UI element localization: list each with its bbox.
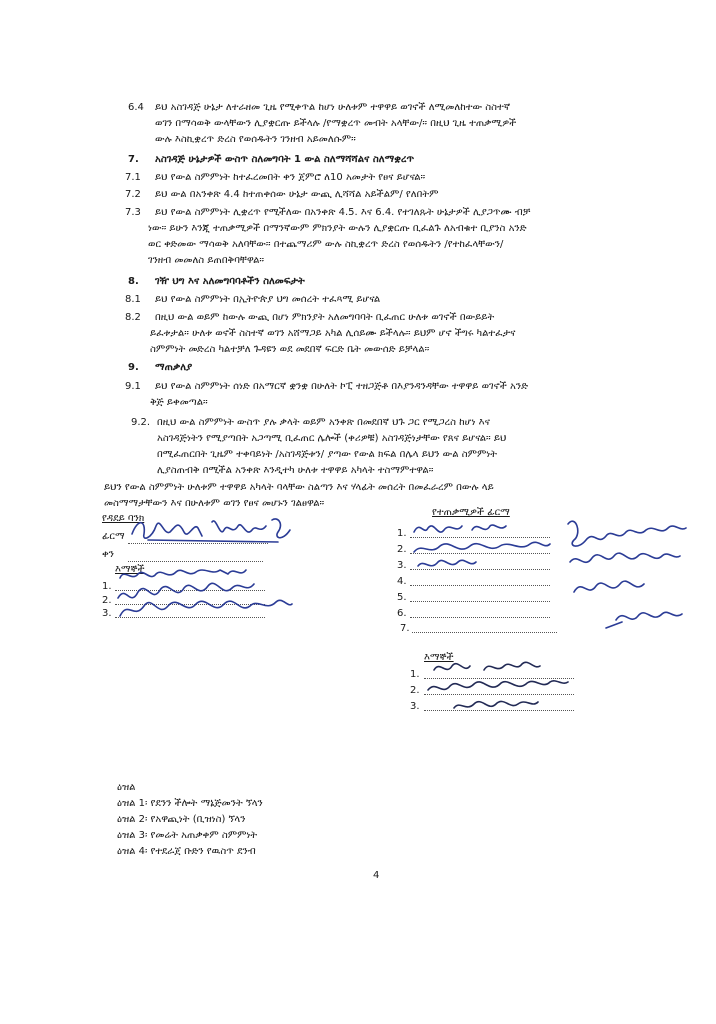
bank-date-label: ቀን: [102, 549, 114, 560]
users-witness-signatures: [424, 656, 584, 714]
clause-6-4-line-1: ይህ አስገዳጅ ሁኔታ ለተራዘመ ጊዜ የሚቀጥል ከሆነ ሁለቱም ተዋዋይ ወገኖች ለሚመለከተው ስስተኛ: [155, 102, 511, 113]
bank-witness-title: እማኞች: [115, 564, 145, 575]
clause-7-3-line-4: ገንዘብ መመለስ ይጠበቅባቸዋል።: [148, 255, 265, 266]
clause-9-2-line-3: በሚፈጠርበት ጊዜም ተቀባይነት /አስገዳጅቱን/ ያጣው የውል ክፍል በሌላ ይህን ውል ስምምነት: [157, 449, 498, 460]
user-sig-2-num: 2.: [397, 544, 407, 555]
bank-witness-2-num: 2.: [102, 595, 112, 606]
clause-7-2-text: ይህ ውል በአንቀጽ 4.4 ከተጠቀሰው ሁኔታ ውጪ ሊሻሻል አይችልም/ የለበትም: [155, 189, 439, 200]
bank-sign-label: ፊርማ: [102, 531, 125, 542]
user-sig-7-num: 7.: [400, 623, 410, 634]
closing-line-2: መስማማታቸውን እና በሁለቱም ወገን የፀና መሆኑን ገልፀዋል።: [104, 498, 325, 509]
users-witness-title: እማኞች: [424, 652, 454, 663]
clause-9-1-line-1: ይህ የውል ስምምነት ሰነድ በአማርኛ ቋንቋ በሁለት ኮፒ ተዘጋጅቶ በእያንዳንዳቸው ተዋዋይ ወገኖች አንድ: [155, 381, 529, 392]
clause-6-4-line-2: ወገን በማሳወቅ ውላቸውን ሊያቋርጡ ይችላሉ /የማቋረጥ መብት አላቸው/። በዚህ ጊዜ ተጠቃሚዎች: [155, 118, 517, 129]
clause-7-2-number: 7.2: [125, 189, 141, 200]
user-sig-1-num: 1.: [397, 528, 407, 539]
clause-7-3-line-1: ይህ የውል ስምምነት ሊቋረጥ የሚችለው በአንቀጽ 4.5. እና 6.4. የተገለጹት ሁኔታዎች ሊያጋጥሙ ብቻ: [155, 207, 531, 218]
bank-witness-signatures: [116, 564, 296, 622]
clause-9-1-line-2: ቅጅ ይቀመጣል።: [150, 397, 208, 408]
closing-line-1: ይህን የውል ስምምነት ሁለቱም ተዋዋይ አካላት ባላቸው ስልጣን እና ሃላፊት መሰረት በመፈራረም በውሉ ላይ: [104, 482, 494, 493]
user-sig-4-num: 4.: [397, 576, 407, 587]
clause-8-1-text: ይህ የውል ስምምነት በኢትዮጵያ ህግ መሰረት ተፈጻሚ ይሆናል: [155, 294, 381, 305]
user-sig-5-num: 5.: [397, 592, 407, 603]
users-block-title: የተጠቃሚዎች ፊርማ: [432, 507, 510, 518]
clause-7-heading: አስገዳጅ ሁኔታዎች ውስጥ ስለመግባት 1 ውል ስለማሻሻልና ስለማቋረጥ: [155, 154, 415, 165]
clause-7-1-number: 7.1: [125, 172, 141, 183]
clause-9-2-line-1: በዚህ ውል ስምምነት ውስጥ ያሉ ቃላት ወይም አንቀጽ በመደበኛ ህጉ ጋር የሚጋረስ ከሆነ እና: [157, 417, 490, 428]
users-signatures-handwriting: [410, 516, 690, 646]
bank-block-title: የዳደይ ባንክ: [102, 513, 145, 524]
clause-8-1-number: 8.1: [125, 294, 141, 305]
annex-item-3: ዕዝል 3፡ የመሬት አጠቃቀም ስምምነት: [117, 830, 258, 841]
clause-9-number: 9.: [128, 362, 139, 373]
users-witness-3-num: 3.: [410, 701, 420, 712]
clause-8-2-line-1: በዚህ ውል ወይም ከውሉ ውጪ በሆነ ምክንያት አለመግባባት ቢፈጠር ሁለቱ ወገኖች በውይይት: [155, 312, 495, 323]
bank-signature-handwriting: [128, 512, 298, 546]
clause-6-4-line-3: ውሉ እስኪቋረጥ ድረስ የወሰዱትን ገንዘብ አይመለሱም።: [155, 134, 356, 145]
page-number: 4: [373, 870, 380, 881]
clause-7-3-line-3: ወር ቀድመው ማሳወቅ አለባቸው። በተጨማሪም ውሉ ስኪቋረጥ ድረስ የወሰዱትን /የተከፈላቸውን/: [148, 239, 504, 250]
clause-7-3-line-2: ነው። ይሁን እንጂ ተጠቃሚዎች በማንኛውም ምክንያት ውሉን ሊያቋርጡ ቢፈልጉ ለአብቁተ ቢያንስ አንድ: [148, 223, 527, 234]
user-sig-3-num: 3.: [397, 560, 407, 571]
clause-8-2-line-2: ይፈቱታል። ሁለቱ ወኖች ስስተኛ ወገን አሸማጋይ አካል ሊሰይሙ ይችላሉ። ይህም ሆኖ ችግሩ ካልተፈታና: [150, 328, 516, 339]
clause-8-heading: ገዥ ህግ እና አለመግባባቶችን ስለመፍታት: [155, 276, 305, 287]
clause-6-4-number: 6.4: [128, 102, 144, 113]
bank-date-line: [128, 561, 263, 562]
clause-7-number: 7.: [128, 154, 139, 165]
users-witness-1-num: 1.: [410, 669, 420, 680]
clause-7-1-text: ይህ የውል ስምምነት ከተፈረመበት ቀን ጀምሮ ለ10 አመታት የፀና ይሆናል።: [155, 172, 426, 183]
user-sig-6-num: 6.: [397, 608, 407, 619]
annex-item-4: ዕዝል 4፡ የተደራጀ ቡድን የዉስጥ ደንብ: [117, 846, 256, 857]
clause-8-2-line-3: ስምምነት መድረስ ካልተቻለ ጉዳዩን ወደ መደበኛ ፍርድ ቤት መውሰድ ይቻላል።: [150, 344, 430, 355]
annex-item-1: ዕዝል 1፡ የደንን ችሎት ማኔጅመንት ኘላን: [117, 798, 263, 809]
clause-9-heading: ማጠቃለያ: [155, 362, 193, 373]
clause-8-number: 8.: [128, 276, 139, 287]
clause-7-3-number: 7.3: [125, 207, 141, 218]
clause-9-2-line-4: ሊያስጠብቅ በሚችል አንቀጽ እንዲተካ ሁለቱ ተዋዋይ አካላት ተስማምተዋል።: [157, 465, 434, 476]
bank-witness-3-num: 3.: [102, 608, 112, 619]
clause-9-1-number: 9.1: [125, 381, 141, 392]
clause-9-2-number: 9.2.: [131, 417, 151, 428]
users-witness-2-num: 2.: [410, 685, 420, 696]
clause-8-2-number: 8.2: [125, 312, 141, 323]
annex-item-2: ዕዝል 2፡ የአዋጪነት (ቢዝነስ) ኘላን: [117, 814, 246, 825]
bank-witness-1-num: 1.: [102, 581, 112, 592]
annex-title: ዕዝል: [117, 782, 136, 793]
clause-9-2-line-2: አስገዳጅነትን የሚያጣበት አጋጣሚ ቢፈጠር ሌሎች (ቀሪዎቹ) አስገዳጅነታቸው የጸና ይሆናል። ይህ: [157, 433, 507, 444]
